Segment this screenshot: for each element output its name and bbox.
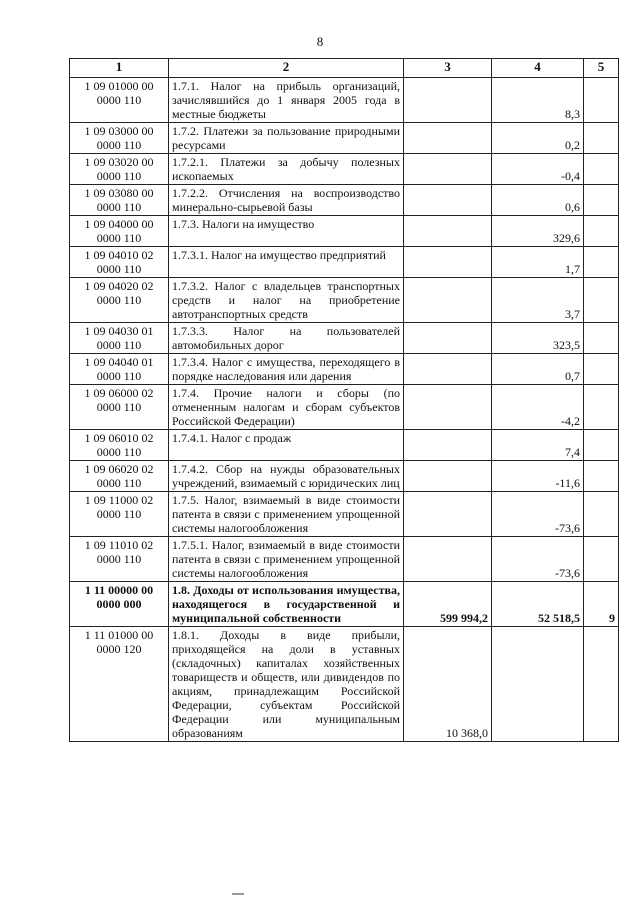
cell-code: 1 09 06010 02 0000 110 bbox=[70, 430, 169, 461]
cell-name: 1.7.2.1. Платежи за добычу полезных ископаемых bbox=[169, 154, 404, 185]
cell-name: 1.7.3. Налоги на имущество bbox=[169, 216, 404, 247]
column-header-name: 2 bbox=[169, 59, 404, 78]
table-row bbox=[70, 216, 619, 247]
cell-col4: 329,6 bbox=[492, 216, 584, 247]
cell-col3 bbox=[404, 216, 492, 247]
cell-name: 1.7.3.2. Налог с владельцев транспортных средств и налог на приобретение автотранспортных средств bbox=[169, 278, 404, 323]
cell-col4: 3,7 bbox=[492, 278, 584, 323]
page-number: 8 bbox=[316, 34, 324, 49]
cell-col3 bbox=[404, 461, 492, 492]
cell-col3 bbox=[404, 323, 492, 354]
table-row bbox=[70, 354, 619, 385]
cell-col5 bbox=[584, 278, 619, 323]
cell-name: 1.8.1. Доходы в виде прибыли, приходящейся на доли в уставных (складочных) капиталах хозяйственных товариществ и обществ, или дивидендов по акциям, принадлежащим Российской Федерации, субъектам Российской Федерации или муниципальным образованиям bbox=[169, 627, 404, 742]
cell-name: 1.7.4.1. Налог с продаж bbox=[169, 430, 404, 461]
cell-col3 bbox=[404, 154, 492, 185]
cell-col4: 0,2 bbox=[492, 123, 584, 154]
cell-col3 bbox=[404, 278, 492, 323]
scan-artifact bbox=[232, 893, 244, 895]
cell-col3 bbox=[404, 354, 492, 385]
cell-col5 bbox=[584, 385, 619, 430]
cell-code: 1 09 04000 00 0000 110 bbox=[70, 216, 169, 247]
cell-col4: -0,4 bbox=[492, 154, 584, 185]
table-row bbox=[70, 582, 619, 627]
cell-code: 1 11 01000 00 0000 120 bbox=[70, 627, 169, 742]
table-row bbox=[70, 247, 619, 278]
cell-col4: -73,6 bbox=[492, 537, 584, 582]
cell-code: 1 09 11010 02 0000 110 bbox=[70, 537, 169, 582]
cell-col3: 599 994,2 bbox=[404, 582, 492, 627]
cell-name: 1.7.4. Прочие налоги и сборы (по отмененным налогам и сборам субъектов Российской Федерации) bbox=[169, 385, 404, 430]
column-header-col3: 3 bbox=[404, 59, 492, 78]
cell-col4: 0,7 bbox=[492, 354, 584, 385]
cell-col3 bbox=[404, 537, 492, 582]
cell-col5 bbox=[584, 323, 619, 354]
table-row bbox=[70, 185, 619, 216]
table-row bbox=[70, 385, 619, 430]
cell-col3 bbox=[404, 123, 492, 154]
cell-name: 1.7.1. Налог на прибыль организаций, зачислявшийся до 1 января 2005 года в местные бюджеты bbox=[169, 78, 404, 123]
cell-code: 1 09 06000 02 0000 110 bbox=[70, 385, 169, 430]
cell-code: 1 09 04010 02 0000 110 bbox=[70, 247, 169, 278]
cell-col4 bbox=[492, 627, 584, 742]
cell-code: 1 11 00000 00 0000 000 bbox=[70, 582, 169, 627]
cell-col5 bbox=[584, 461, 619, 492]
cell-name: 1.7.5. Налог, взимаемый в виде стоимости патента в связи с применением упрощенной системы налогообложения bbox=[169, 492, 404, 537]
column-header-col4: 4 bbox=[492, 59, 584, 78]
cell-name: 1.7.3.3. Налог на пользователей автомобильных дорог bbox=[169, 323, 404, 354]
cell-col5 bbox=[584, 78, 619, 123]
table-row bbox=[70, 278, 619, 323]
cell-col5: 9 bbox=[584, 582, 619, 627]
cell-name: 1.8. Доходы от использования имущества, находящегося в государственной и муниципальной собственности bbox=[169, 582, 404, 627]
cell-name: 1.7.3.1. Налог на имущество предприятий bbox=[169, 247, 404, 278]
cell-col4: -73,6 bbox=[492, 492, 584, 537]
cell-col5 bbox=[584, 492, 619, 537]
cell-col5 bbox=[584, 537, 619, 582]
cell-code: 1 09 06020 02 0000 110 bbox=[70, 461, 169, 492]
cell-col3 bbox=[404, 247, 492, 278]
cell-code: 1 09 03020 00 0000 110 bbox=[70, 154, 169, 185]
cell-name: 1.7.2. Платежи за пользование природными ресурсами bbox=[169, 123, 404, 154]
table-row bbox=[70, 492, 619, 537]
cell-col5 bbox=[584, 247, 619, 278]
cell-col4: 8,3 bbox=[492, 78, 584, 123]
cell-code: 1 09 03000 00 0000 110 bbox=[70, 123, 169, 154]
revenue-table bbox=[69, 58, 619, 742]
cell-col5 bbox=[584, 185, 619, 216]
cell-col4: 323,5 bbox=[492, 323, 584, 354]
column-header-col5: 5 bbox=[584, 59, 619, 78]
cell-code: 1 09 04030 01 0000 110 bbox=[70, 323, 169, 354]
cell-name: 1.7.5.1. Налог, взимаемый в виде стоимости патента в связи с применением упрощенной системы налогообложения bbox=[169, 537, 404, 582]
cell-code: 1 09 01000 00 0000 110 bbox=[70, 78, 169, 123]
cell-col3 bbox=[404, 185, 492, 216]
cell-name: 1.7.2.2. Отчисления на воспроизводство минерально-сырьевой базы bbox=[169, 185, 404, 216]
cell-col3 bbox=[404, 492, 492, 537]
cell-col4: -11,6 bbox=[492, 461, 584, 492]
cell-col5 bbox=[584, 123, 619, 154]
table-row bbox=[70, 323, 619, 354]
table-row bbox=[70, 123, 619, 154]
cell-col4: 1,7 bbox=[492, 247, 584, 278]
table-row bbox=[70, 78, 619, 123]
table-row bbox=[70, 627, 619, 742]
cell-col4: 52 518,5 bbox=[492, 582, 584, 627]
cell-col5 bbox=[584, 354, 619, 385]
cell-name: 1.7.3.4. Налог с имущества, переходящего в порядке наследования или дарения bbox=[169, 354, 404, 385]
cell-col3 bbox=[404, 430, 492, 461]
cell-code: 1 09 04040 01 0000 110 bbox=[70, 354, 169, 385]
cell-col4: 0,6 bbox=[492, 185, 584, 216]
cell-col5 bbox=[584, 216, 619, 247]
cell-col3: 10 368,0 bbox=[404, 627, 492, 742]
cell-code: 1 09 03080 00 0000 110 bbox=[70, 185, 169, 216]
cell-col5 bbox=[584, 154, 619, 185]
table-row bbox=[70, 154, 619, 185]
column-header-code: 1 bbox=[70, 59, 169, 78]
cell-col5 bbox=[584, 430, 619, 461]
cell-col4: -4,2 bbox=[492, 385, 584, 430]
cell-col3 bbox=[404, 78, 492, 123]
cell-code: 1 09 04020 02 0000 110 bbox=[70, 278, 169, 323]
table-row bbox=[70, 537, 619, 582]
table-header-row bbox=[70, 59, 619, 78]
table-row bbox=[70, 461, 619, 492]
cell-col5 bbox=[584, 627, 619, 742]
cell-col4: 7,4 bbox=[492, 430, 584, 461]
cell-code: 1 09 11000 02 0000 110 bbox=[70, 492, 169, 537]
cell-col3 bbox=[404, 385, 492, 430]
table-row bbox=[70, 430, 619, 461]
cell-name: 1.7.4.2. Сбор на нужды образовательных учреждений, взимаемый с юридических лиц bbox=[169, 461, 404, 492]
